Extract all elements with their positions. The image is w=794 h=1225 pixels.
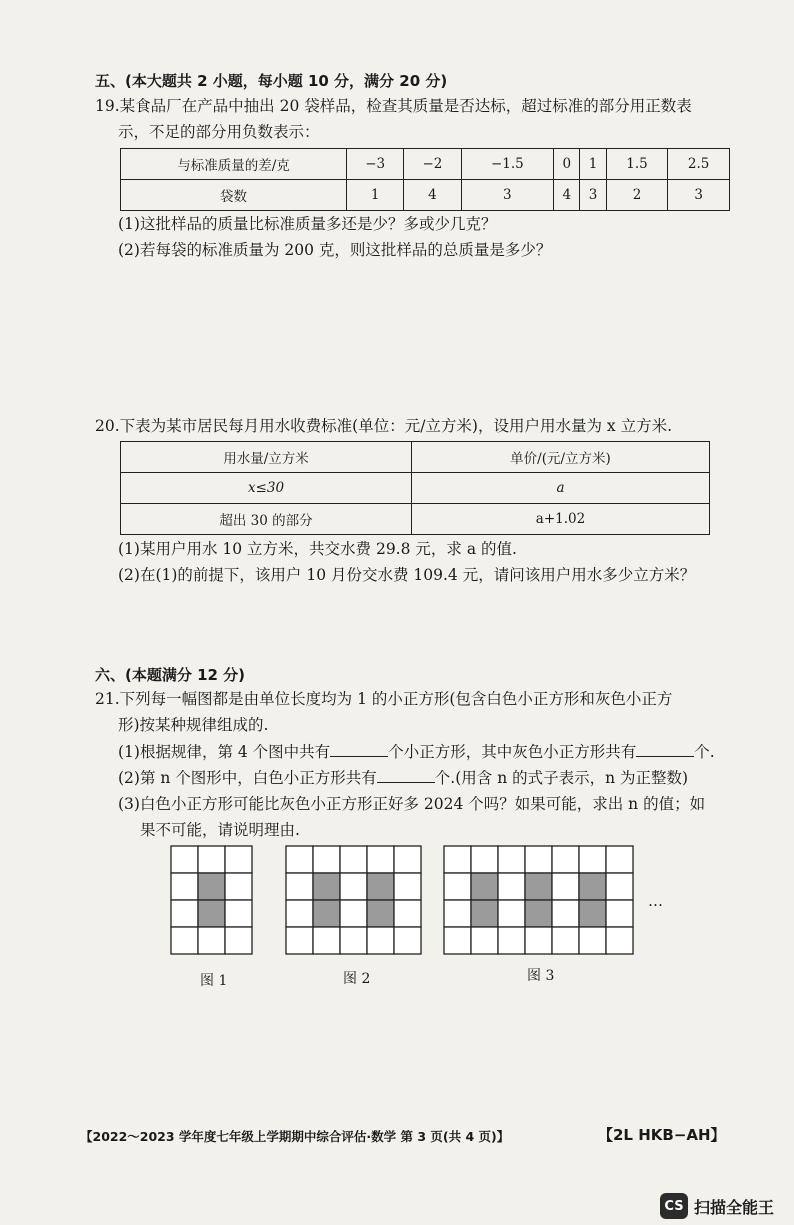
- white-square: [286, 873, 313, 900]
- gray-square: [471, 900, 498, 927]
- q21-part1-text-c: 个.: [694, 743, 715, 761]
- q20-table-row: [121, 473, 710, 504]
- q21-part2-text-b: 个.(用含 n 的式子表示，n 为正整数): [434, 769, 689, 787]
- white-square: [525, 846, 552, 873]
- gray-square: [198, 900, 225, 927]
- q20-part2: (2)在(1)的前提下，该用户 10 月份交水费 109.4 元，请问该用户用水多少立方米？: [118, 566, 696, 584]
- white-square: [579, 927, 606, 954]
- q21-stem-line2: 形)按某种规律组成的.: [118, 716, 269, 734]
- section6-title: 六、(本题满分 12 分): [95, 666, 246, 684]
- q19-table-cell: 0: [554, 149, 580, 180]
- q20-table-header-price: 单价/(元/立方米): [412, 442, 710, 473]
- q20-table-cell: a+1.02: [412, 504, 710, 535]
- white-square: [606, 900, 633, 927]
- q19-table-header-count: 袋数: [121, 180, 347, 211]
- white-square: [313, 927, 340, 954]
- q19-table-cell: 4: [404, 180, 461, 211]
- figure-ellipsis: …: [648, 892, 663, 910]
- q21-part1-text-b: 个小正方形，其中灰色小正方形共有: [388, 743, 637, 761]
- white-square: [552, 846, 579, 873]
- white-square: [579, 846, 606, 873]
- white-square: [225, 846, 252, 873]
- q20-table-cell: x≤30: [121, 473, 412, 504]
- q19-table-cell: 3: [461, 180, 554, 211]
- white-square: [525, 927, 552, 954]
- white-square: [340, 873, 367, 900]
- white-square: [606, 927, 633, 954]
- q20-part1: (1)某用户用水 10 立方米，共交水费 29.8 元，求 a 的值.: [118, 540, 517, 558]
- q19-table-cell: 4: [554, 180, 580, 211]
- white-square: [498, 873, 525, 900]
- q19-table-cell: 2: [606, 180, 668, 211]
- white-square: [394, 846, 421, 873]
- white-square: [171, 846, 198, 873]
- white-square: [225, 873, 252, 900]
- gray-square: [525, 900, 552, 927]
- q19-table-row-count: [121, 180, 730, 211]
- q20-table-cell: 超出 30 的部分: [121, 504, 412, 535]
- white-square: [198, 927, 225, 954]
- white-square: [286, 846, 313, 873]
- q19-table-cell: −2: [404, 149, 461, 180]
- gray-square: [198, 873, 225, 900]
- white-square: [498, 927, 525, 954]
- white-square: [367, 846, 394, 873]
- q19-table-row-diff: [121, 149, 730, 180]
- gray-square: [579, 873, 606, 900]
- q20-table-row: [121, 504, 710, 535]
- white-square: [606, 873, 633, 900]
- q19-stem-line1: 19.某食品厂在产品中抽出 20 袋样品，检查其质量是否达标，超过标准的部分用正数表: [95, 97, 692, 115]
- white-square: [340, 900, 367, 927]
- q20-table: [120, 441, 710, 535]
- q19-table: [120, 148, 730, 211]
- q21-part1-text-a: (1)根据规律，第 4 个图中共有: [118, 743, 331, 761]
- q19-table-cell: 1: [580, 149, 606, 180]
- answer-blank[interactable]: [377, 766, 435, 783]
- figure-2-label: 图 2: [343, 971, 371, 987]
- q21-part2-text-a: (2)第 n 个图形中，白色小正方形共有: [118, 769, 377, 787]
- white-square: [444, 900, 471, 927]
- q20-table-header-usage: 用水量/立方米: [121, 442, 412, 473]
- white-square: [394, 900, 421, 927]
- figure-3-grid: [443, 845, 634, 955]
- white-square: [552, 900, 579, 927]
- footer-code: 【2L HKB−AH】: [598, 1126, 726, 1144]
- white-square: [367, 927, 394, 954]
- q19-table-cell: −1.5: [461, 149, 554, 180]
- q19-table-cell: 3: [668, 180, 730, 211]
- q21-stem-line1: 21.下列每一幅图都是由单位长度均为 1 的小正方形(包含白色小正方形和灰色小正方: [95, 690, 673, 708]
- figure-1-grid: [170, 845, 253, 955]
- q19-part2: (2)若每袋的标准质量为 200 克，则这批样品的总质量是多少？: [118, 241, 552, 259]
- q19-table-cell: −3: [347, 149, 404, 180]
- q20-table-cell: a: [412, 473, 710, 504]
- white-square: [444, 927, 471, 954]
- camscanner-watermark-text: 扫描全能王: [694, 1198, 775, 1217]
- gray-square: [579, 900, 606, 927]
- white-square: [225, 927, 252, 954]
- white-square: [171, 900, 198, 927]
- q21-part1: [118, 738, 715, 766]
- white-square: [606, 846, 633, 873]
- white-square: [286, 927, 313, 954]
- figure-3-label: 图 3: [527, 968, 555, 984]
- white-square: [498, 900, 525, 927]
- white-square: [498, 846, 525, 873]
- section5-title: 五、(本大题共 2 小题，每小题 10 分，满分 20 分): [95, 72, 448, 90]
- figure-2-grid: [285, 845, 422, 955]
- q19-stem-line2: 示，不足的部分用负数表示：: [118, 123, 320, 141]
- footer-text: 【2022～2023 学年度七年级上学期期中综合评估·数学 第 3 页(共 4 页)】: [80, 1129, 510, 1144]
- figure-1-label: 图 1: [200, 973, 228, 989]
- q21-part3-line1: (3)白色小正方形可能比灰色小正方形正好多 2024 个吗？如果可能，求出 n 的值；如: [118, 795, 706, 813]
- white-square: [444, 846, 471, 873]
- white-square: [340, 927, 367, 954]
- q19-table-cell: 2.5: [668, 149, 730, 180]
- q20-stem: 20.下表为某市居民每月用水收费标准(单位：元/立方米)，设用户用水量为 x 立方米.: [95, 417, 672, 435]
- q19-table-cell: 3: [580, 180, 606, 211]
- q19-table-cell: 1: [347, 180, 404, 211]
- white-square: [313, 846, 340, 873]
- gray-square: [313, 900, 340, 927]
- gray-square: [367, 873, 394, 900]
- q21-part2: [118, 764, 688, 792]
- white-square: [225, 900, 252, 927]
- camscanner-logo-icon: CS: [660, 1193, 688, 1219]
- q19-table-cell: 1.5: [606, 149, 668, 180]
- white-square: [471, 846, 498, 873]
- gray-square: [367, 900, 394, 927]
- white-square: [552, 927, 579, 954]
- answer-blank[interactable]: [330, 740, 388, 757]
- gray-square: [525, 873, 552, 900]
- white-square: [394, 873, 421, 900]
- white-square: [171, 927, 198, 954]
- gray-square: [471, 873, 498, 900]
- q19-table-header-diff: 与标准质量的差/克: [121, 149, 347, 180]
- q21-part3-line2: 果不可能，请说明理由.: [140, 821, 300, 839]
- white-square: [286, 900, 313, 927]
- white-square: [198, 846, 225, 873]
- gray-square: [313, 873, 340, 900]
- white-square: [552, 873, 579, 900]
- q20-table-header-row: [121, 442, 710, 473]
- answer-blank[interactable]: [636, 740, 694, 757]
- white-square: [444, 873, 471, 900]
- white-square: [394, 927, 421, 954]
- white-square: [340, 846, 367, 873]
- white-square: [471, 927, 498, 954]
- q19-part1: (1)这批样品的质量比标准质量多还是少？多或少几克？: [118, 215, 497, 233]
- white-square: [171, 873, 198, 900]
